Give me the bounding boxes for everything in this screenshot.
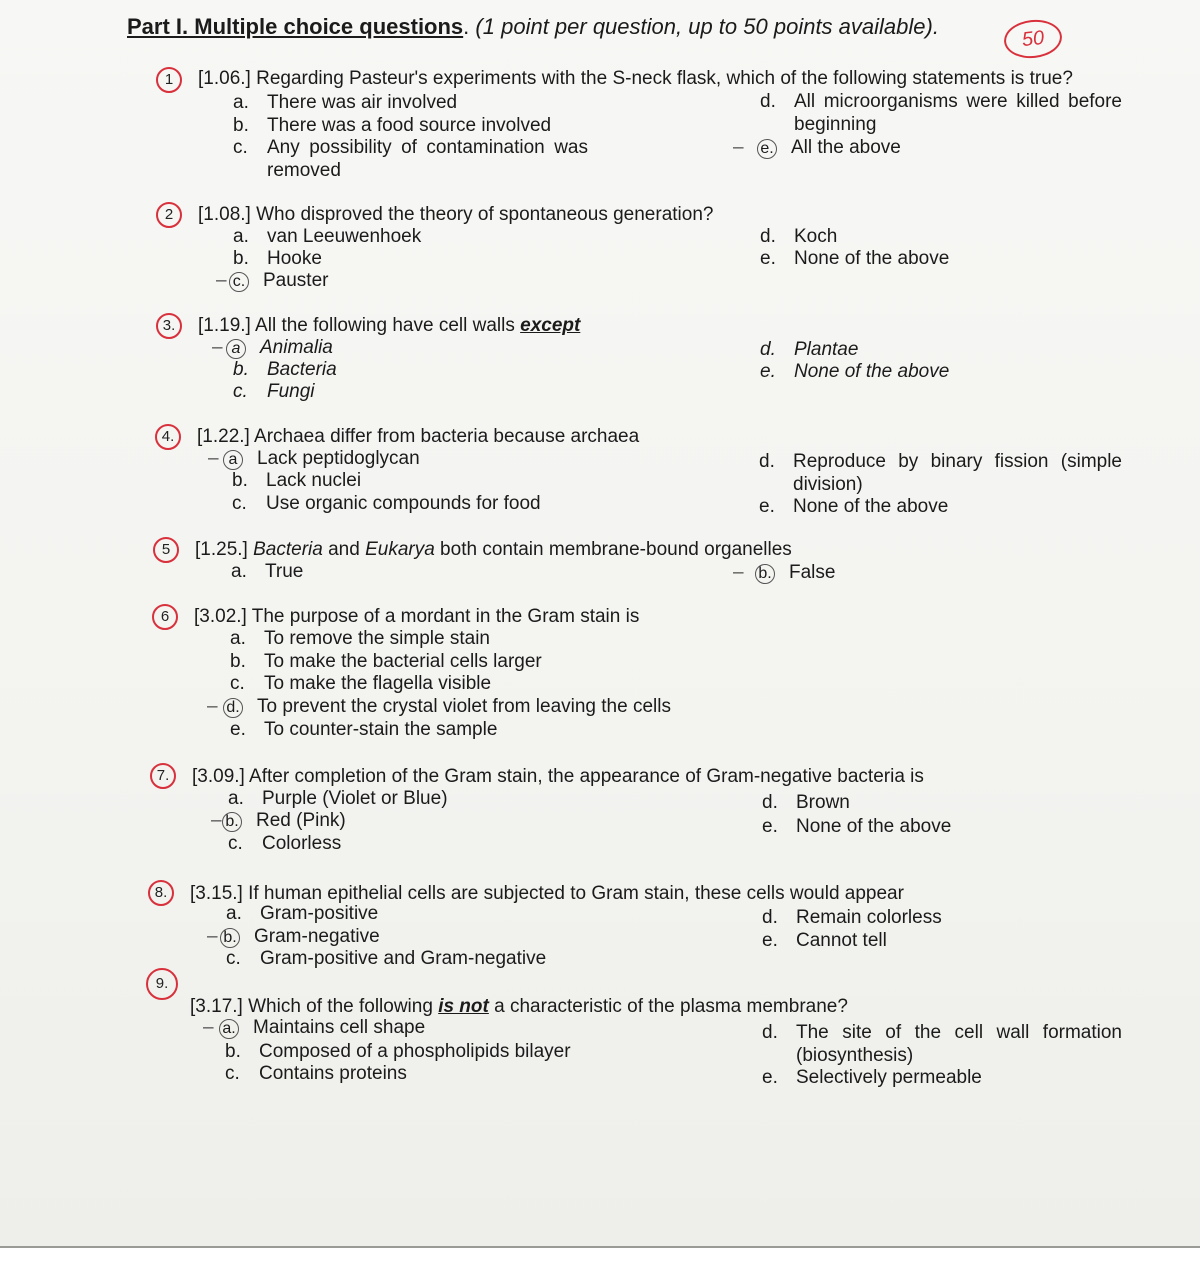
- score-circle: 50: [1002, 17, 1064, 61]
- option-e[interactable]: e. None of the above: [760, 361, 950, 382]
- option-c-selected[interactable]: c. Pauster: [229, 270, 328, 292]
- option-e[interactable]: e. Cannot tell: [762, 930, 887, 951]
- option-b[interactable]: b. To make the bacterial cells larger: [230, 651, 542, 672]
- question-stem: [1.06.] Regarding Pasteur's experiments with the S-neck flask, which of the following statements is true?: [198, 68, 1073, 89]
- option-d[interactable]: d. Brown: [762, 792, 850, 813]
- answer-dash-mark: –: [733, 137, 744, 158]
- question-number: 5: [153, 537, 179, 563]
- question-stem: [3.09.] After completion of the Gram stain, the appearance of Gram-negative bacteria is: [192, 766, 924, 787]
- question-number: 1: [156, 67, 182, 93]
- option-d[interactable]: d. All microorganisms were killed before beginning: [760, 91, 1122, 135]
- option-b-selected[interactable]: b. False: [755, 562, 835, 584]
- question-stem: [1.25.] Bacteria and Eukarya both contain membrane-bound organelles: [195, 539, 792, 560]
- option-c[interactable]: c. Use organic compounds for food: [232, 493, 541, 514]
- option-d[interactable]: d. Remain colorless: [762, 907, 942, 928]
- question-number: 4.: [155, 424, 181, 450]
- option-c[interactable]: c. Any possibility of contamination was removed: [233, 137, 588, 181]
- option-a-selected[interactable]: a Lack peptidoglycan: [223, 448, 420, 470]
- points-note: (1 point per question, up to 50 points available).: [475, 14, 939, 39]
- answer-dash-mark: –: [216, 270, 227, 291]
- option-a-selected[interactable]: a. Maintains cell shape: [219, 1017, 425, 1039]
- option-b[interactable]: b. There was a food source involved: [233, 115, 552, 136]
- option-a[interactable]: a. To remove the simple stain: [230, 628, 490, 649]
- option-d[interactable]: d. Koch: [760, 226, 838, 247]
- option-e[interactable]: e. Selectively permeable: [762, 1067, 982, 1088]
- option-a[interactable]: a. van Leeuwenhoek: [233, 226, 422, 247]
- option-a-selected[interactable]: a Animalia: [226, 337, 333, 359]
- option-d[interactable]: d. Plantae: [760, 339, 859, 360]
- question-stem: [1.08.] Who disproved the theory of spontaneous generation?: [198, 204, 714, 225]
- answer-dash-mark: –: [203, 1017, 214, 1038]
- question-number: 6: [152, 604, 178, 630]
- question-number: 7.: [150, 763, 176, 789]
- option-d[interactable]: d. Reproduce by binary fission (simple division): [759, 451, 1122, 495]
- answer-dash-mark: –: [211, 810, 222, 831]
- option-d-selected[interactable]: d. To prevent the crystal violet from leaving the cells: [223, 696, 671, 718]
- option-e[interactable]: e. None of the above: [759, 496, 949, 517]
- option-c[interactable]: c. Gram-positive and Gram-negative: [226, 948, 547, 969]
- option-a[interactable]: a. There was air involved: [233, 92, 458, 113]
- question-stem: [1.22.] Archaea differ from bacteria because archaea: [197, 426, 640, 447]
- question-number: 2: [156, 202, 182, 228]
- option-e[interactable]: e. To counter-stain the sample: [230, 719, 498, 740]
- option-c[interactable]: c. Colorless: [228, 833, 342, 854]
- option-b[interactable]: b. Bacteria: [233, 359, 337, 380]
- option-b[interactable]: b. Hooke: [233, 248, 322, 269]
- option-c[interactable]: c. To make the flagella visible: [230, 673, 492, 694]
- option-a[interactable]: a. Gram-positive: [226, 903, 379, 924]
- section-title-period: .: [463, 14, 470, 39]
- question-number: 8.: [148, 880, 174, 906]
- question-stem: [3.15.] If human epithelial cells are subjected to Gram stain, these cells would appear: [190, 883, 904, 904]
- option-b-selected[interactable]: b. Red (Pink): [222, 810, 346, 832]
- option-a[interactable]: a. Purple (Violet or Blue): [228, 788, 448, 809]
- stem-emphasis: is not: [438, 996, 489, 1017]
- option-c[interactable]: c. Fungi: [233, 381, 315, 402]
- question-stem: [1.19.] All the following have cell walls except: [198, 315, 581, 336]
- question-stem: [3.02.] The purpose of a mordant in the Gram stain is: [194, 606, 640, 627]
- answer-dash-mark: –: [208, 448, 219, 469]
- option-e-selected[interactable]: e. All the above: [757, 137, 901, 159]
- option-e[interactable]: e. None of the above: [762, 816, 952, 837]
- option-b[interactable]: b. Composed of a phospholipids bilayer: [225, 1041, 571, 1062]
- page-bottom-edge: [0, 1246, 1200, 1263]
- question-number: 9.: [146, 968, 178, 1000]
- option-a[interactable]: a. True: [231, 561, 304, 582]
- question-stem: [3.17.] Which of the following is not a characteristic of the plasma membrane?: [190, 996, 848, 1017]
- answer-dash-mark: –: [207, 696, 218, 717]
- section-header: [127, 14, 939, 40]
- answer-dash-mark: –: [733, 562, 744, 583]
- option-b-selected[interactable]: b. Gram-negative: [220, 926, 380, 948]
- stem-emphasis: except: [520, 315, 581, 336]
- section-title: Part I. Multiple choice questions: [127, 14, 464, 39]
- option-c[interactable]: c. Contains proteins: [225, 1063, 407, 1084]
- option-e[interactable]: e. None of the above: [760, 248, 950, 269]
- option-d[interactable]: d. The site of the cell wall formation (biosynthesis): [762, 1022, 1122, 1066]
- option-b[interactable]: b. Lack nuclei: [232, 470, 362, 491]
- answer-dash-mark: –: [212, 337, 223, 358]
- question-number: 3.: [156, 313, 182, 339]
- answer-dash-mark: –: [207, 926, 218, 947]
